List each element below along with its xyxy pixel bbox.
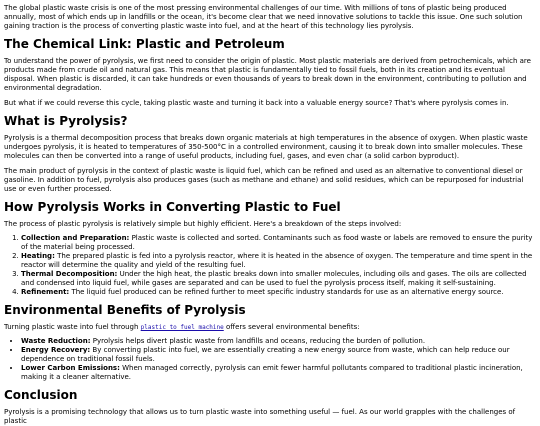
step-text: Plastic waste is collected and sorted. Contaminants such as food waste or labels are removed to ensure the purity of the material being processed. xyxy=(21,234,533,251)
chemical-link-paragraph-2: But what if we could reverse this cycle, taking plastic waste and turning it back into a valuable energy source? That's where pyrolysis comes in. xyxy=(4,99,509,107)
step-term: Heating: xyxy=(21,252,55,260)
benefits-intro-text-end: offers several environmental benefits: xyxy=(223,323,360,331)
section-heading-chemical-link: The Chemical Link: Plastic and Petroleum xyxy=(4,37,285,51)
benefits-list xyxy=(4,337,536,382)
step-text: The prepared plastic is fed into a pyrolysis reactor, where it is heated in the absence of oxygen. The temperature and time spent in the reactor will determine the quality and yield of the resulting fuel. xyxy=(21,252,533,269)
list-item xyxy=(21,252,536,270)
what-is-pyrolysis-paragraph-2: The main product of pyrolysis in the context of plastic waste is liquid fuel, which can be refined and used as an alternative to conventional diesel or gasoline. In addition to fuel, pyrolysis also produces gases (such as methane and ethane) and solid residues, which can be repurposed for industrial use or even further processed. xyxy=(4,167,524,193)
list-item xyxy=(21,346,536,364)
step-text: Under the high heat, the plastic breaks down into smaller molecules, including oils and gases. The oils are collected and condensed into liquid fuel, while gases are separated and can be used to fuel the pyrolysis process itself, making it self-sustaining. xyxy=(21,270,527,287)
benefit-term: Lower Carbon Emissions: xyxy=(21,364,120,372)
list-item xyxy=(21,288,536,297)
list-item xyxy=(21,337,536,346)
section-heading-what-is-pyrolysis: What is Pyrolysis? xyxy=(4,114,128,128)
benefits-intro-text: Turning plastic waste into fuel through xyxy=(4,323,141,331)
plastic-to-fuel-machine-link[interactable]: plastic to fuel machine xyxy=(140,324,224,331)
section-heading-how-pyrolysis-works: How Pyrolysis Works in Converting Plastic to Fuel xyxy=(4,200,341,214)
conclusion-paragraph: Pyrolysis is a promising technology that allows us to turn plastic waste into something useful — fuel. As our world grapples with the challenges of plastic xyxy=(4,408,516,425)
benefit-text: Pyrolysis helps divert plastic waste from landfills and oceans, reducing the burden of pollution. xyxy=(90,337,426,345)
section-heading-environmental-benefits: Environmental Benefits of Pyrolysis xyxy=(4,303,246,317)
list-item xyxy=(21,234,536,252)
list-item xyxy=(21,364,536,382)
step-text: The liquid fuel produced can be refined further to meet specific industry standards for use as an alternative energy source. xyxy=(69,288,504,296)
what-is-pyrolysis-paragraph: Pyrolysis is a thermal decomposition process that breaks down organic materials at high temperatures in the absence of oxygen. When plastic waste undergoes pyrolysis, it is heated to temperatures of 350-500°C in a controlled environment, causing it to break down into smaller molecules. These molecules can then be converted into a range of useful products, including fuel, gases, and even char (a solid carbon byproduct). xyxy=(4,134,528,160)
benefit-term: Energy Recovery: xyxy=(21,346,91,354)
step-term: Thermal Decomposition: xyxy=(21,270,118,278)
intro-paragraph: The global plastic waste crisis is one of the most pressing environmental challenges of our time. With millions of tons of plastic being produced annually, most of which ends up in landfills or the ocean, it's become clear that we need innovative solutions to tackle this issue. One such solution gaining traction is the process of converting plastic waste into fuel, and at the heart of this technology lies pyrolysis. xyxy=(4,4,523,30)
section-heading-conclusion: Conclusion xyxy=(4,388,78,402)
step-term: Collection and Preparation: xyxy=(21,234,130,242)
benefit-text: By converting plastic into fuel, we are essentially creating a new energy source from waste, which can help reduce our dependence on traditional fossil fuels. xyxy=(21,346,510,363)
benefit-text: When managed correctly, pyrolysis can emit fewer harmful pollutants compared to traditional plastic incineration, making it a cleaner alternative. xyxy=(21,364,523,381)
steps-list xyxy=(4,234,536,297)
step-term: Refinement: xyxy=(21,288,70,296)
how-pyrolysis-works-paragraph: The process of plastic pyrolysis is relatively simple but highly efficient. Here's a breakdown of the steps involved: xyxy=(4,220,402,228)
environmental-benefits-paragraph xyxy=(4,323,536,332)
chemical-link-paragraph: To understand the power of pyrolysis, we first need to consider the origin of plastic. Most plastic materials are derived from petrochemicals, which are products made from crude oil and natural gas. This means that plastic is fundamentally tied to fossil fuels, both in its creation and its eventual disposal. When plastic is discarded, it can take hundreds or even thousands of years to break down in the environment, contributing to pollution and environmental degradation. xyxy=(4,57,531,92)
benefit-term: Waste Reduction: xyxy=(21,337,91,345)
list-item xyxy=(21,270,536,288)
